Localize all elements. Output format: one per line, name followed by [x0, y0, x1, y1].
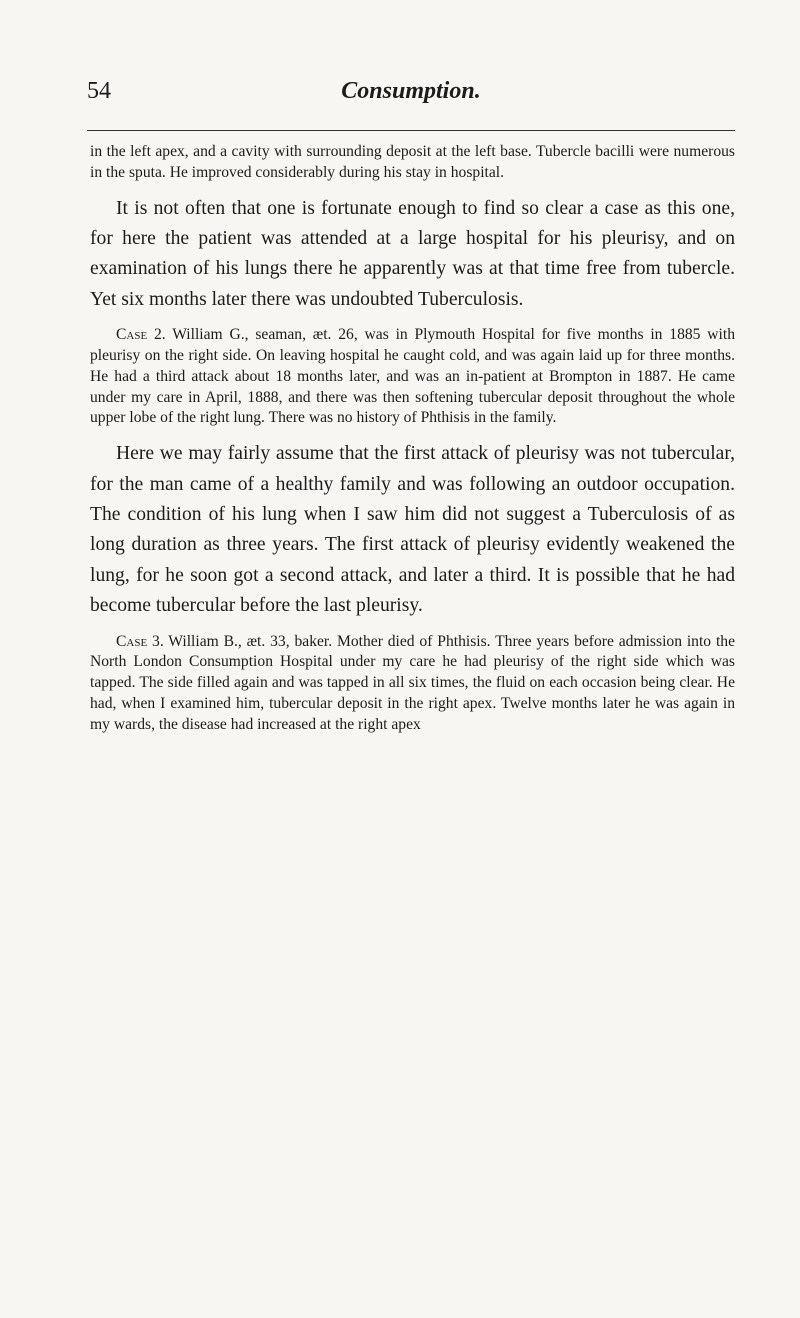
commentary-case2: Here we may fairly assume that the first attack of pleurisy was not tubercular, for the man came of a healthy family and was following an outdoor occupation. The condition of his lung when I saw him did not suggest a Tuberculosis of as long duration as three years. The first attack of pleurisy evidently weakened the lung, for he soon got a second attack, and later a third. It is possible that he had become tubercular before the last pleurisy.: [90, 443, 735, 617]
page-header: [87, 78, 735, 118]
case1-continuation: in the left apex, and a cavity with surrounding deposit at the left base. Tubercle bacilli were numerous in the sputa. He improved considerably during his stay in hospital.: [90, 143, 735, 181]
case3-paragraph: [90, 632, 735, 736]
case3-label: Case 3.: [116, 632, 164, 650]
page-number: 54: [87, 78, 111, 104]
page-body: [90, 142, 735, 736]
case3-text: William B., æt. 33, baker. Mother died of Phthisis. Three years before admission into the North London Consumption Hospital under my care he had pleurisy of the right side which was tapped. The side filled again and was tapped in all six times, the fluid on each occasion being clear. He had, when I examined him, tubercular deposit in the right apex. Twelve months later he was again in my wards, the disease had increased at the right apex: [90, 632, 735, 733]
commentary-case1: It is not often that one is fortunate enough to find so clear a case as this one, for here the patient was attended at a large hospital for his pleurisy, and on examination of his lungs there he apparently was at that time free from tubercle. Yet six months later there was undoubted Tuberculosis.: [90, 197, 735, 310]
header-rule: [87, 130, 735, 131]
case2-label: Case 2.: [116, 326, 166, 344]
case2-paragraph: [90, 325, 735, 429]
running-title: Consumption.: [341, 78, 481, 104]
case2-text: William G., seaman, æt. 26, was in Plymouth Hospital for five months in 1885 with pleurisy on the right side. On leaving hospital he caught cold, and was again laid up for three months. He had a third attack about 18 months later, and was an in-patient at Brompton in 1887. He came under my care in April, 1888, and there was then softening tubercular deposit throughout the whole upper lobe of the right lung. There was no history of Phthisis in the family.: [90, 326, 735, 427]
